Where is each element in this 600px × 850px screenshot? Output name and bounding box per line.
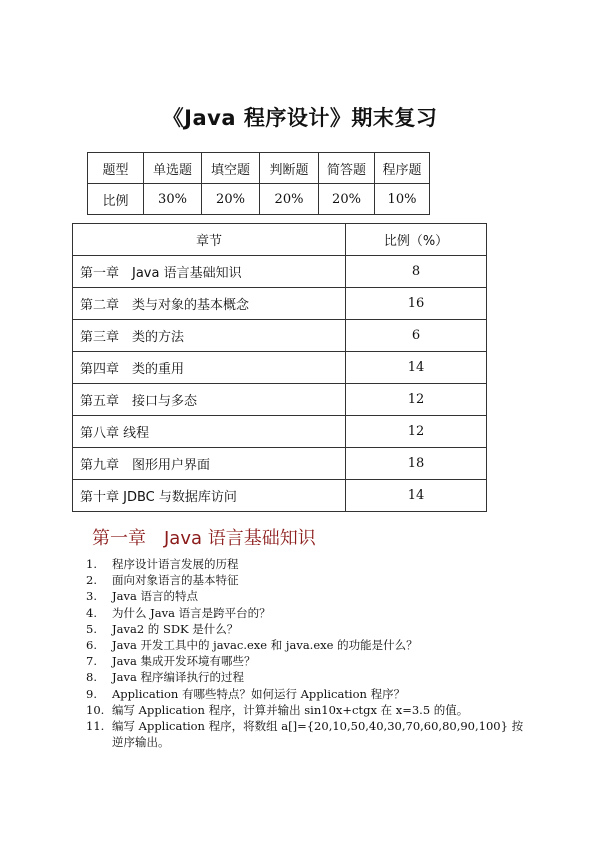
question-number: 9. — [86, 686, 97, 701]
question-number: 1. — [86, 557, 97, 571]
type-cell: 填空题 — [202, 153, 260, 184]
table-row — [73, 288, 487, 320]
ratio-cell: 20% — [202, 184, 260, 215]
question-type-table — [87, 152, 430, 215]
list-item — [86, 572, 526, 588]
page-title: 《Java 程序设计》期末复习 — [162, 106, 438, 130]
ratio-cell: 18 — [346, 448, 487, 480]
question-text: Java 开发工具中的 javac.exe 和 java.exe 的功能是什么？ — [112, 638, 418, 653]
ratio-cell: 20% — [319, 184, 375, 215]
chapter-table-header — [73, 224, 487, 256]
list-item — [86, 588, 526, 604]
ratio-cell: 6 — [346, 320, 487, 352]
question-text: 为什么 Java 语言是跨平台的？ — [112, 605, 271, 620]
ratio-cell: 8 — [346, 256, 487, 288]
ratio-cell: 16 — [346, 288, 487, 320]
section-cell: 第二章 类与对象的基本概念 — [73, 288, 346, 320]
list-item — [86, 718, 526, 750]
type-cell: 单选题 — [144, 153, 202, 184]
list-item — [86, 605, 526, 621]
question-text: 编写 Application 程序，计算并输出 sin10x+ctgx 在 x=3.5 的值。 — [112, 702, 469, 717]
question-number: 7. — [86, 654, 97, 669]
question-number: 3. — [86, 589, 97, 604]
list-item — [86, 669, 526, 685]
table-row — [73, 352, 487, 384]
question-text: Java 集成开发环境有哪些？ — [112, 654, 256, 669]
chapter-ratio-table — [72, 223, 487, 512]
list-item — [86, 621, 526, 637]
ratio-cell: 12 — [346, 416, 487, 448]
question-text: Java2 的 SDK 是什么？ — [112, 621, 239, 636]
type-cell: 判断题 — [260, 153, 319, 184]
ratio-cell: 12 — [346, 384, 487, 416]
question-number: 4. — [86, 605, 97, 620]
section-cell: 第八章 线程 — [73, 416, 346, 448]
table-row — [73, 416, 487, 448]
ratio-row-label: 比例 — [88, 184, 144, 215]
section-cell: 第十章 JDBC 与数据库访问 — [73, 480, 346, 512]
question-text: Application 有哪些特点？如何运行 Application 程序？ — [112, 686, 406, 701]
question-text: Java 程序编译执行的过程 — [112, 670, 244, 685]
ratio-column-header: 比例（%） — [346, 224, 487, 256]
question-text: 面向对象语言的基本特征 — [112, 573, 239, 588]
question-number: 11. — [86, 719, 105, 734]
type-row-label: 题型 — [88, 153, 144, 184]
section-cell: 第三章 类的方法 — [73, 320, 346, 352]
section-cell: 第四章 类的重用 — [73, 352, 346, 384]
ratio-cell: 14 — [346, 480, 487, 512]
chapter-heading: 第一章 Java 语言基础知识 — [92, 528, 316, 549]
ratio-cell: 20% — [260, 184, 319, 215]
list-item — [86, 653, 526, 669]
question-number: 2. — [86, 573, 97, 588]
question-list — [86, 556, 526, 750]
table-row — [73, 384, 487, 416]
type-row — [88, 153, 430, 184]
list-item — [86, 686, 526, 702]
type-cell: 简答题 — [319, 153, 375, 184]
section-cell: 第九章 图形用户界面 — [73, 448, 346, 480]
table-row — [73, 448, 487, 480]
table-row — [73, 256, 487, 288]
ratio-cell: 10% — [375, 184, 430, 215]
section-cell: 第五章 接口与多态 — [73, 384, 346, 416]
question-number: 5. — [86, 621, 97, 636]
table-row — [73, 480, 487, 512]
ratio-row — [88, 184, 430, 215]
question-number: 6. — [86, 638, 97, 653]
question-text: 编写 Application 程序，将数组 a[]={20,10,50,40,30,70,60,80,90,100} 按逆序输出。 — [112, 719, 524, 750]
ratio-cell: 30% — [144, 184, 202, 215]
question-number: 10. — [86, 702, 105, 717]
list-item — [86, 637, 526, 653]
section-column-header: 章节 — [73, 224, 346, 256]
table-row — [73, 320, 487, 352]
ratio-cell: 14 — [346, 352, 487, 384]
section-cell: 第一章 Java 语言基础知识 — [73, 256, 346, 288]
type-cell: 程序题 — [375, 153, 430, 184]
list-item — [86, 702, 526, 718]
question-number: 8. — [86, 670, 97, 685]
question-text: Java 语言的特点 — [112, 589, 198, 604]
list-item — [86, 556, 526, 572]
question-text: 程序设计语言发展的历程 — [112, 557, 239, 571]
